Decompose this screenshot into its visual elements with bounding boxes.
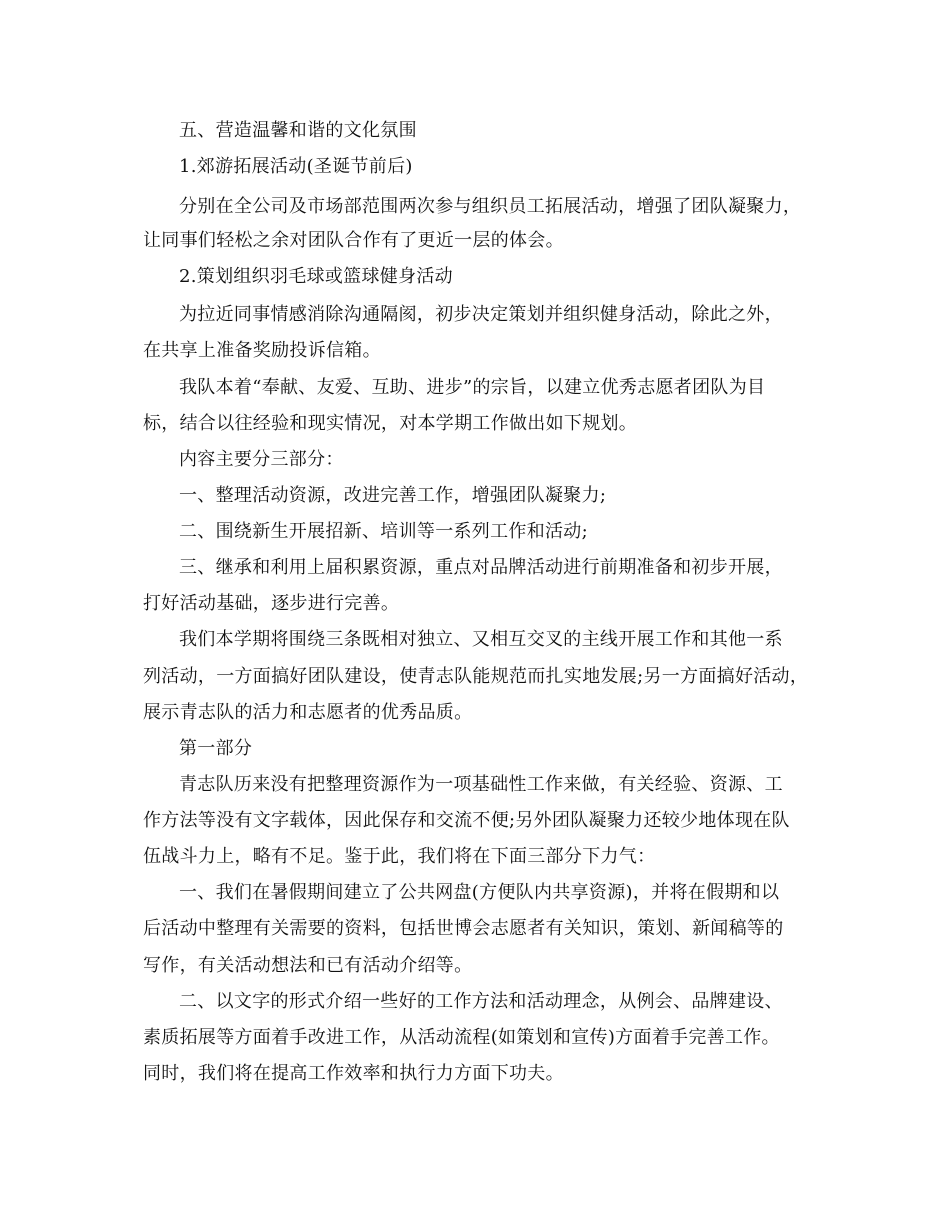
list-item: 二、围绕新生开展招新、培训等一系列工作和活动; — [179, 521, 588, 542]
paragraph-line: 在共享上准备奖励投诉信箱。 — [143, 340, 381, 361]
paragraph-line: 列活动，一方面搞好团队建设，使青志队能规范而扎实地发展;另一方面搞好活动， — [143, 666, 809, 687]
subheading: 2.策划组织羽毛球或篮球健身活动 — [179, 266, 453, 287]
paragraph-line: 伍战斗力上，略有不足。鉴于此，我们将在下面三部分下力气： — [143, 846, 656, 867]
list-item: 二、以文字的形式介绍一些好的工作方法和活动理念，从例会、品牌建设、 — [179, 991, 783, 1012]
list-item: 同时，我们将在提高工作效率和执行力方面下功夫。 — [143, 1063, 564, 1084]
list-item: 素质拓展等方面着手改进工作，从活动流程(如策划和宣传)方面着手完善工作。 — [143, 1027, 780, 1048]
list-item: 写作，有关活动想法和已有活动介绍等。 — [143, 955, 473, 976]
section-heading: 五、营造温馨和谐的文化氛围 — [179, 120, 417, 141]
paragraph-line: 标，结合以往经验和现实情况，对本学期工作做出如下规划。 — [143, 413, 638, 434]
list-item: 后活动中整理有关需要的资料，包括世博会志愿者有关知识，策划、新闻稿等的 — [143, 918, 784, 939]
paragraph-line: 展示青志队的活力和志愿者的优秀品质。 — [143, 702, 473, 723]
list-item: 打好活动基础，逐步进行完善。 — [143, 593, 400, 614]
paragraph-line: 让同事们轻松之余对团队合作有了更近一层的体会。 — [143, 230, 564, 251]
paragraph-line: 我们本学期将围绕三条既相对独立、又相互交叉的主线开展工作和其他一系 — [179, 629, 783, 650]
subheading: 1.郊游拓展活动(圣诞节前后) — [179, 156, 413, 177]
list-item: 一、我们在暑假期间建立了公共网盘(方便队内共享资源)，并将在假期和以 — [179, 882, 780, 903]
paragraph-line: 我队本着“奉献、友爱、互助、进步”的宗旨，以建立优秀志愿者团队为目 — [179, 377, 766, 398]
paragraph-line: 作方法等没有文字载体，因此保存和交流不便;另外团队凝聚力还较少地体现在队 — [143, 810, 790, 831]
list-item: 三、继承和利用上届积累资源，重点对品牌活动进行前期准备和初步开展， — [179, 557, 783, 578]
section-heading: 第一部分 — [179, 738, 253, 759]
paragraph-line: 分别在全公司及市场部范围两次参与组织员工拓展活动，增强了团队凝聚力， — [179, 196, 802, 217]
paragraph-line: 内容主要分三部分： — [179, 449, 344, 470]
paragraph-line: 青志队历来没有把整理资源作为一项基础性工作来做，有关经验、资源、工 — [179, 774, 783, 795]
list-item: 一、整理活动资源，改进完善工作，增强团队凝聚力; — [179, 485, 607, 506]
paragraph-line: 为拉近同事情感消除沟通隔阂，初步决定策划并组织健身活动，除此之外， — [179, 304, 783, 325]
